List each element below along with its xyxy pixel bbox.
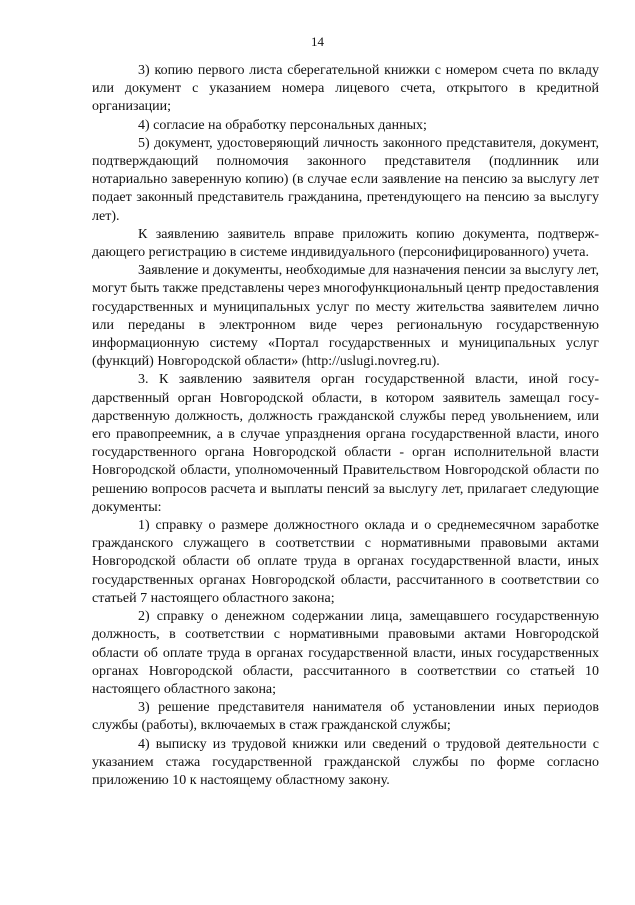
paragraph-section-3: 3. К заявлению заявителя орган государственной власти, иной государственный орган Новгородской области, в котором заявитель замещал государственную должность, должность гражданской службы перед увольнением, или его правопреемник, а в случае упразднения органа государственной власти, иного государственного органа Новгородской области - орган исполнительной власти Новгородской области, уполномоченный Правительством Новгородской области по решению вопросов расчета и выплаты пенсий за выслугу лет, прилагает следующие документы: bbox=[92, 372, 599, 515]
paragraph-item-4-consent: 4) согласие на обработку персональных данных; bbox=[138, 117, 427, 133]
page-number: 14 bbox=[311, 34, 324, 49]
paragraph-item-5-representative-id: 5) документ, удостоверяющий личность законного представителя, документ, подтверждающий полномочия законного представителя (подлинник или нотариально заверенную копию) (в случае если заявление на пенсию за выслугу лет подает законный представитель гражданина, претендующего на пенсию за выслугу лет). bbox=[92, 135, 599, 224]
paragraph-item-4-work-record-extract: 4) выписку из трудовой книжки или сведений о трудовой деятельности с указанием стажа государственной гражданской службы по форме согласно приложению 10 к настоящему областному закону. bbox=[92, 736, 599, 788]
paragraph-mfc-submission: Заявление и документы, необходимые для назначения пенсии за выслугу лет, могут быть также представлены через многофункциональный центр предоставления государственных и муниципальных услуг по месту жительства заявителем лично или переданы в электронном виде через региональную государственную информационную систему «Портал государственных и муниципальных услуг (функций) Новгородской области» (http://uslugi.novreg.ru). bbox=[92, 263, 599, 370]
paragraph-item-2-monetary-allowance: 2) справку о денежном содержании лица, замещавшего государственную должность, в соответствии с нормативными правовыми актами Новгородской области об оплате труда в органах государственной власти, иных государственных органах Новгородской области, рассчитанного в соответствии со статьей 10 настоящего областного закона; bbox=[92, 609, 599, 697]
paragraph-item-3-savings-book: 3) копию первого листа сберегательной книжки с номером счета по вкладу или документ с указанием номера лицевого счета, открытого в кредитной организации; bbox=[92, 63, 599, 115]
paragraph-registration-copy: К заявлению заявитель вправе приложить копию документа, подтверждающего регистрацию в системе индивидуального (персонифицированного) учета. bbox=[92, 226, 599, 261]
paragraph-item-1-salary-certificate: 1) справку о размере должностного оклада и о среднемесячном заработке гражданского служащего в соответствии с нормативными правовыми актами Новгородской области об оплате труда в органах государственной власти, иных государственных органах Новгородской области, рассчитанного в соответствии со статьей 7 настоящего областного закона; bbox=[92, 518, 599, 606]
paragraph-item-3-employer-decision: 3) решение представителя нанимателя об установлении иных периодов службы (работы), включаемых в стаж гражданской службы; bbox=[92, 700, 599, 734]
document-body bbox=[92, 62, 599, 790]
